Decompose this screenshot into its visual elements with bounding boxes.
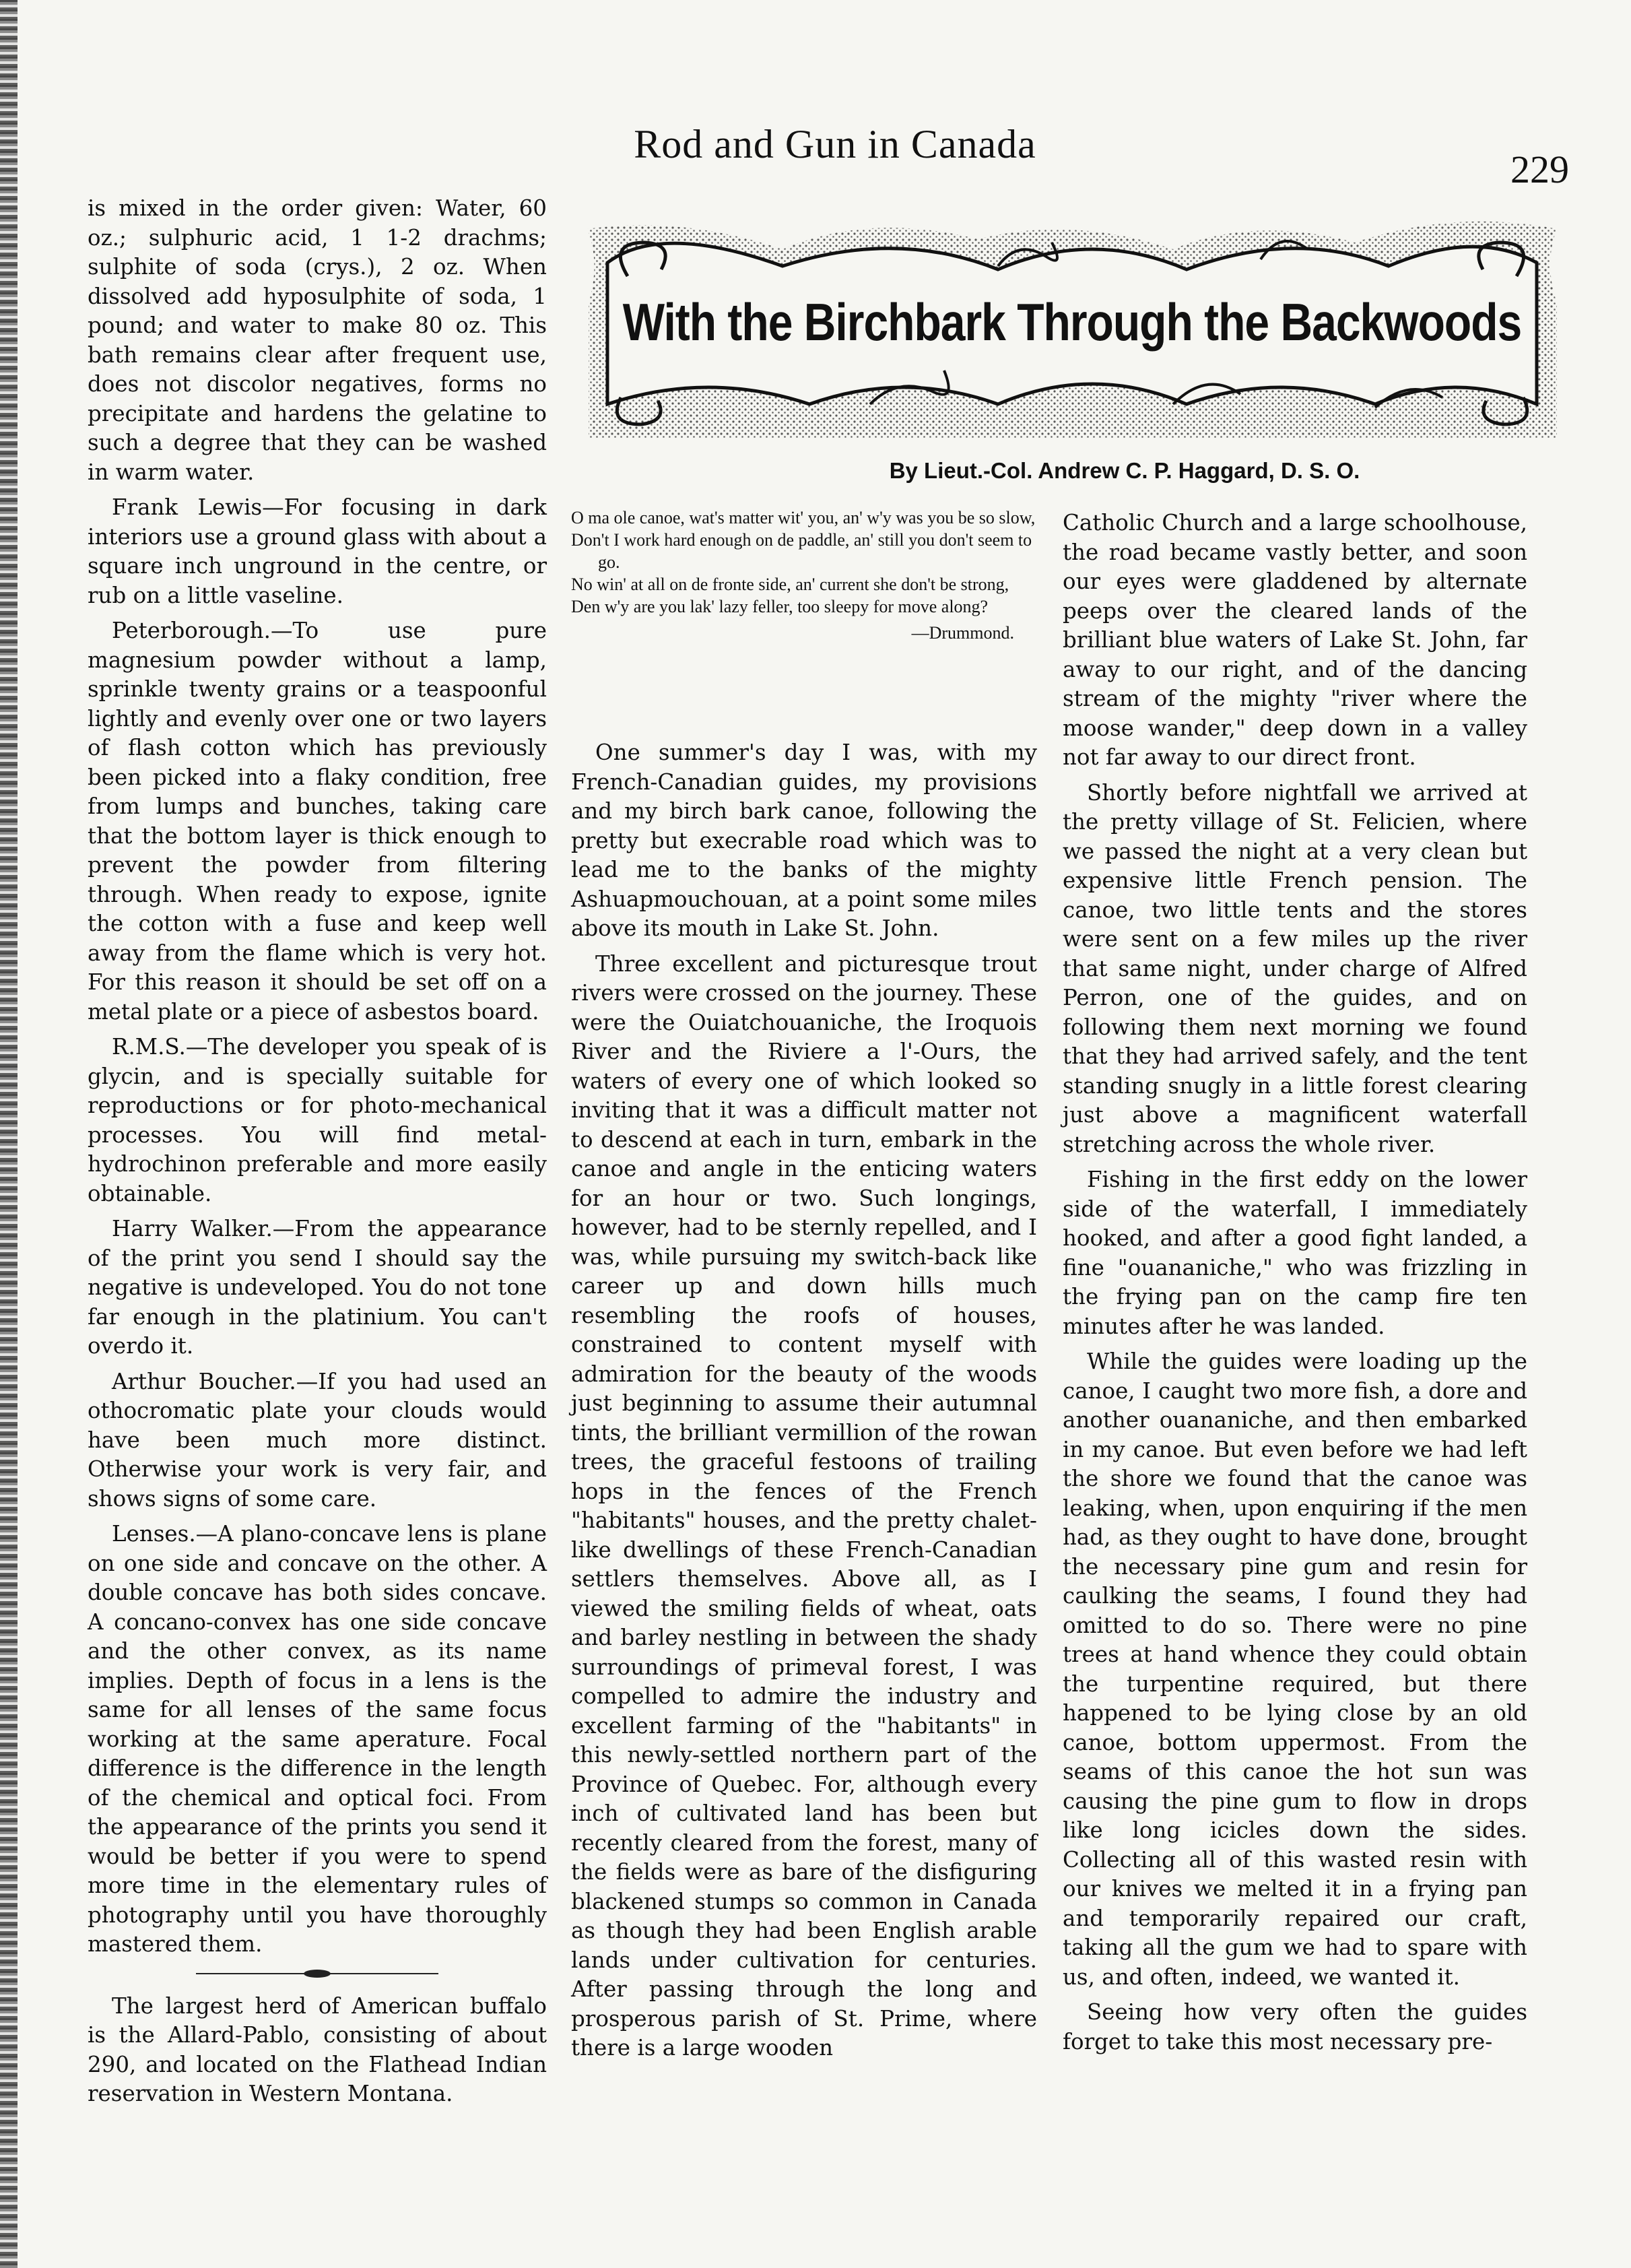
paragraph: Fishing in the first eddy on the lower side of the waterfall, I immediately hooked, and after a good fight landed, a fine "ouananiche," who was frizzling in the frying pan on the camp fire ten minutes after he was landed. [1063,1167,1527,1339]
byline: By Lieut.-Col. Andrew C. P. Haggard, D. S. O. [889,458,1360,483]
article-title: With the Birchbark Through the Backwoods [622,292,1522,352]
section-divider [196,1972,438,1976]
paragraph: Peterborough.—To use pure magnesium powder without a lamp, sprinkle twenty grains or a teaspoonful lightly and evenly over one or two layers of flash cotton which has previously been picked into a flaky condition, free from lumps and bunches, taking care that the bottom layer is thick enough to prevent the powder from filtering through. When ready to expose, ignite the cotton with a fuse and keep well away from the flame which is very hot. For this reason it should be set off on a metal plate or a piece of asbestos board. [88,618,547,1025]
paragraph: Shortly before nightfall we arrived at the pretty village of St. Felicien, where we passed the night at a very clean but expensive little French pension. The canoe, two little tents and the stores were sent on a few miles up the river that same night, under charge of Alfred Perron, one of the guides, and on following them next morning we found that they had arrived safely, and the tent standing snugly in a little forest clearing just above a magnificent waterfall stretching across the whole river. [1063,779,1527,1157]
column-right [1063,509,1527,2063]
page-edge-scan [0,0,18,2268]
column-left [88,194,547,2115]
column-middle [571,738,1037,2069]
poem-attribution: —Drummond. [911,623,1014,643]
page-number: 229 [1510,148,1569,191]
paragraph: Seeing how very often the guides forget to take this most necessary pre- [1063,1999,1527,2054]
poem-line: No win' at all on de fronte side, an' current she don't be strong, [571,575,1009,594]
paragraph: The largest herd of American buffalo is the Allard-Pablo, consisting of about 290, and located on the Flathead Indian reservation in Western Montana. [88,1992,547,2106]
paragraph: Catholic Church and a large schoolhouse, the road became vastly better, and soon our eyes were gladdened by alternate peeps over the cleared lands of the brilliant blue waters of Lake St. John, far away to our right, and of the dancing stream of the mighty "river where the moose wander," deep down in a valley not far away to our direct front. [1063,510,1527,770]
paragraph: Harry Walker.—From the appearance of the print you send I should say the negative is undeveloped. You do not tone far enough in the platinium. You can't overdo it. [88,1216,547,1359]
paragraph: While the guides were loading up the canoe, I caught two more fish, a dore and another ouananiche, and then embarked in my canoe. But even before we had left the shore we found that the canoe was leaking, when, upon enquiring if the men had, as they ought to have done, brought the necessary pine gum and resin for caulking the seams, I found they had omitted to do so. There were no pine trees at hand whence they could obtain the turpentine required, but there happened to be lying close by an old canoe, bottom uppermost. From the seams of this canoe the hot sun was causing the pine gum to flow in drops like long icicles down the sides. Collecting all of this wasted resin with our knives we melted it in a frying pan and temporarily repaired our craft, taking all the gum we had to spare with us, and often, indeed, we wanted it. [1063,1349,1527,1990]
paragraph: Three excellent and picturesque trout rivers were crossed on the journey. These were the Ouiatchouaniche, the Iroquois River and the Riviere a l'-Ours, the waters of every one of which looked so inviting that it was a difficult matter not to descend at each in turn, embark in the canoe and angle in the enticing waters for an hour or two. Such longings, however, had to be sternly repelled, and I was, while pursuing my switch-back like career up and down hills much resembling the roofs of houses, constrained to content myself with admiration for the beauty of the woods just beginning to assume their autumnal tints, the brilliant vermillion of the rowan trees, the graceful festoons of trailing hops in the fences of the French "habitants" houses, and the pretty chalet-like dwellings of these French-Canadian settlers themselves. Above all, as I viewed the smiling fields of wheat, oats and barley nestling in between the shady surroundings of primeval forest, I was compelled to admire the industry and excellent farming of the "habitants" in this newly-settled northern part of the Province of Quebec. For, although every inch of cultivated land has been but recently cleared from the forest, many of the fields were as bare of the disfiguring blackened stumps so common in Canada as though they had been English arable lands under cultivation for centuries. After passing through the long and prosperous parish of St. Prime, where there is a large wooden [571,950,1037,2061]
poem-line: Den w'y are you lak' lazy feller, too sleepy for move along? [571,597,989,616]
paragraph: Frank Lewis—For focusing in dark interiors use a ground glass with about a square inch unground in the centre, or rub on a little vaseline. [88,494,547,608]
paragraph: One summer's day I was, with my French-Canadian guides, my provisions and my birch bark canoe, following the pretty but execrable road which was to lead me to the banks of the mighty Ashuapmouchouan, at a point some miles above its mouth in Lake St. John. [571,740,1037,941]
article-title-frame [580,202,1564,451]
poem-line: O ma ole canoe, wat's matter wit' you, an' w'y was you be so slow, [571,508,1036,527]
paragraph: Arthur Boucher.—If you had used an othocromatic plate your clouds would have been much more distinct. Otherwise your work is very fair, and shows signs of some care. [88,1368,547,1512]
running-head: Rod and Gun in Canada [634,122,1036,166]
paragraph: R.M.S.—The developer you speak of is glycin, and is specially suitable for reproductions or for photo-mechanical processes. You will find metal-hydrochinon preferable and more easily obtainable. [88,1034,547,1206]
poem-line: Don't I work hard enough on de paddle, an' still you don't seem to go. [571,530,1032,572]
epigraph-poem [571,507,1037,644]
paragraph: is mixed in the order given: Water, 60 oz.; sulphuric acid, 1 1-2 drachms; sulphite of soda (crys.), 2 oz. When dissolved add hyposulphite of soda, 1 pound; and water to make 80 oz. This bath remains clear after frequent use, does not discolor negatives, forms no precipitate and hardens the gelatine to such a degree that they can be washed in warm water. [88,195,547,485]
paragraph: Lenses.—A plano-concave lens is plane on one side and concave on the other. A double concave has both sides concave. A concano-convex has one side concave and the other convex, as its name implies. Depth of focus in a lens is the same for all lenses of the same focus working at the same aperature. Focal difference is the difference in the length of the chemical and optical foci. From the appearance of the prints you send it would be better if you were to spend more time in the elementary rules of photography until you have thoroughly mastered them. [88,1521,547,1957]
